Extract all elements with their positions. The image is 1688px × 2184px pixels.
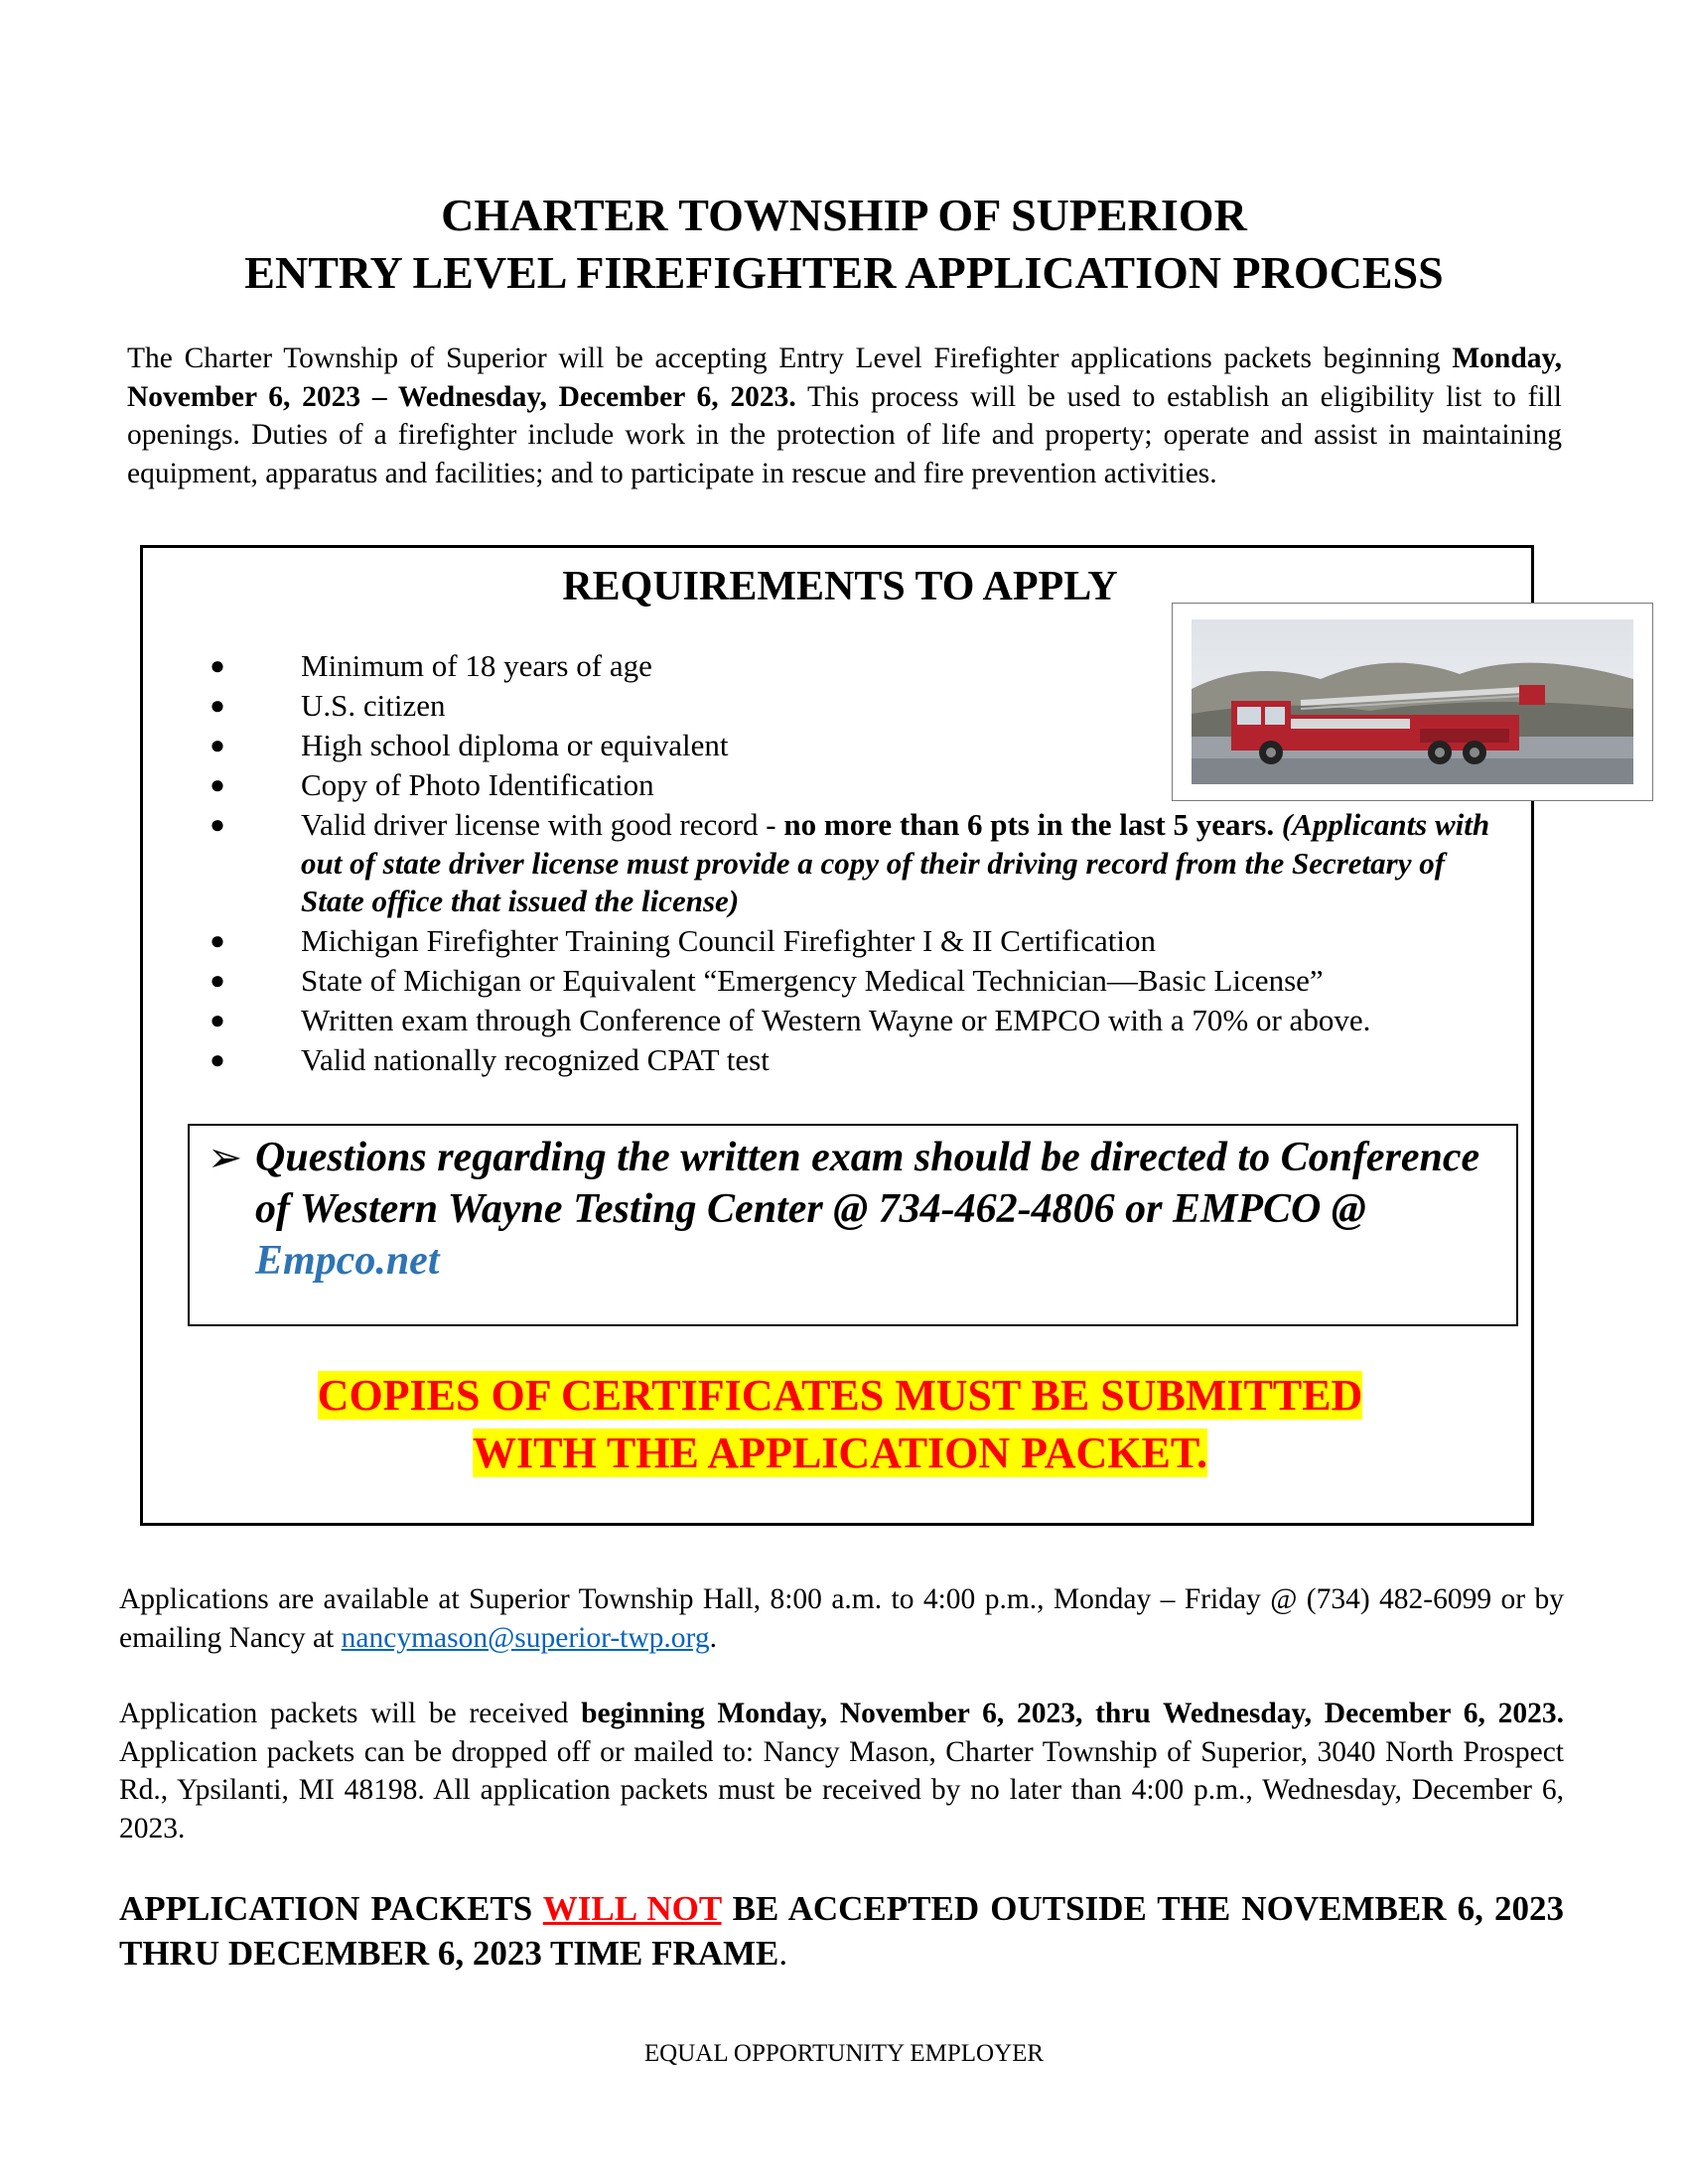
- requirements-box: [140, 545, 1534, 1526]
- title-line-1: CHARTER TOWNSHIP OF SUPERIOR: [441, 190, 1247, 240]
- bullet-icon: ●: [210, 810, 225, 839]
- list-item-driver-license: ● Valid driver license with good record - no more than 6 pts in the last 5 years. (Applicants with out of state driver license must provide a copy of their driving record from the Secretary of State office that issued the license): [203, 806, 1513, 921]
- bullet-icon: ●: [210, 770, 225, 799]
- will-not-emphasis: WILL NOT: [542, 1889, 722, 1928]
- questions-box: [188, 1124, 1518, 1326]
- certificates-notice-line-2: WITH THE APPLICATION PACKET.: [473, 1429, 1207, 1477]
- email-link[interactable]: nancymason@superior-twp.org: [341, 1621, 710, 1654]
- bullet-icon: ●: [210, 926, 225, 955]
- bullet-icon: ●: [210, 1006, 225, 1034]
- intro-dates: Monday, November 6, 2023 – Wednesday, December 6, 2023.: [127, 342, 1562, 413]
- list-item: ● Written exam through Conference of Western Wayne or EMPCO with a 70% or above.: [203, 1002, 1513, 1040]
- page-title: [0, 187, 1688, 302]
- bullet-icon: ●: [210, 731, 225, 759]
- certificates-notice-line-1: COPIES OF CERTIFICATES MUST BE SUBMITTED: [317, 1371, 1363, 1420]
- intro-paragraph: [127, 340, 1562, 492]
- list-item: ● U.S. citizen: [203, 687, 1513, 726]
- empco-link[interactable]: Empco.net: [255, 1238, 440, 1284]
- title-line-2: ENTRY LEVEL FIREFIGHTER APPLICATION PROCESS: [244, 247, 1444, 298]
- bullet-icon: ●: [210, 651, 225, 680]
- packets-dates: beginning Monday, November 6, 2023, thru Wednesday, December 6, 2023.: [581, 1698, 1564, 1729]
- availability-paragraph: Applications are available at Superior Township Hall, 8:00 a.m. to 4:00 p.m., Monday – Friday @ (734) 482-6099 or by emailing Nancy at nancymason@superior-twp.org.: [119, 1583, 1564, 1654]
- deadline-warning: APPLICATION PACKETS WILL NOT BE ACCEPTED OUTSIDE THE NOVEMBER 6, 2023 THRU DECEMBER 6, 2023 TIME FRAME.: [119, 1889, 1565, 1973]
- list-item: ● Valid nationally recognized CPAT test: [203, 1041, 1513, 1080]
- arrow-bullet-icon: ➢: [208, 1133, 243, 1181]
- list-item: ● State of Michigan or Equivalent “Emergency Medical Technician—Basic License”: [203, 962, 1513, 1001]
- list-item: ● Michigan Firefighter Training Council Firefighter I & II Certification: [203, 922, 1513, 961]
- list-item: ● Minimum of 18 years of age: [203, 647, 1513, 686]
- requirements-heading: REQUIREMENTS TO APPLY: [562, 564, 1118, 610]
- requirements-list: [203, 647, 1513, 1081]
- questions-text: Questions regarding the written exam should be directed to Conference of Western Wayne Testing Center @ 734-462-4806 or EMPCO @ Empco.net: [255, 1135, 1480, 1284]
- intro-text-1: The Charter Township of Superior will be accepting Entry Level Firefighter applications packets beginning: [127, 342, 1453, 374]
- list-item: ● Copy of Photo Identification: [203, 766, 1513, 805]
- bullet-icon: ●: [210, 1045, 225, 1074]
- list-item: ● High school diploma or equivalent: [203, 727, 1513, 765]
- packets-paragraph: Application packets will be received beginning Monday, November 6, 2023, thru Wednesday, December 6, 2023. Application packets can be dropped off or mailed to: Nancy Mason, Charter Township of Superior, 3040 North Prospect Rd., Ypsilanti, MI 48198. All application packets must be received by no later than 4:00 p.m., Wednesday, December 6, 2023.: [119, 1698, 1564, 1844]
- bullet-icon: ●: [210, 966, 225, 995]
- certificates-notice: [143, 1367, 1537, 1482]
- intro-text-2: This process will be used to establish an eligibility list to fill openings. Duties of a firefighter include work in the protection of life and property; operate and assist in maintaining equipment, apparatus and facilities; and to participate in rescue and fire prevention activities.: [127, 380, 1562, 489]
- equal-opportunity-footer: EQUAL OPPORTUNITY EMPLOYER: [643, 2040, 1045, 2067]
- bullet-icon: ●: [210, 691, 225, 720]
